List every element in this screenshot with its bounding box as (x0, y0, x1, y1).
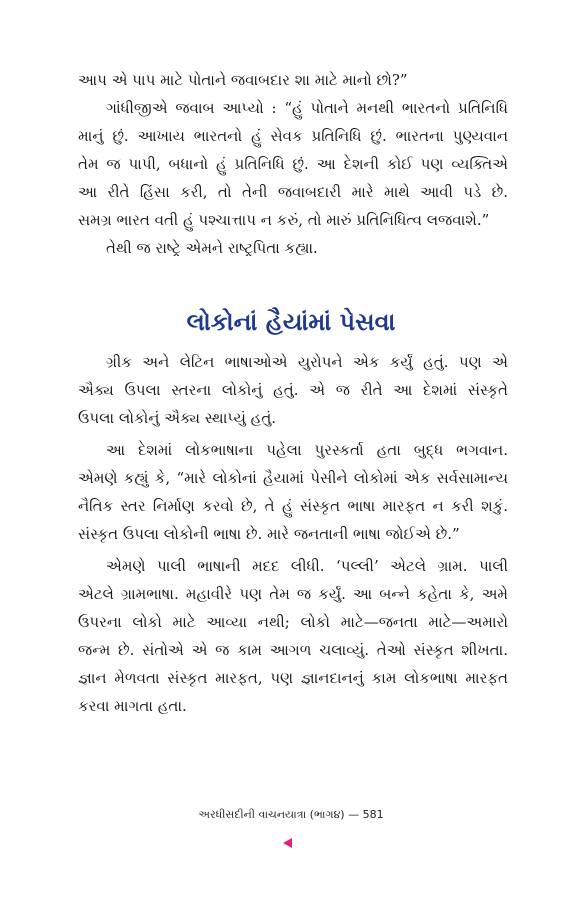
paragraph (78, 436, 508, 548)
page-marker-triangle-icon (283, 838, 292, 848)
page-footer: અરધીસદીની વાચનયાત્રા (ભાગ૪) — 581 (198, 808, 384, 821)
text-line: સમગ્ર ભારત વતી હું પશ્ચાત્તાપ ન કરું, તો મારું પ્રતિનિધિત્વ લજવાશે.” (78, 211, 490, 229)
bottom-text-block (78, 348, 508, 720)
text-line: ગાંધીજીએ જવાબ આપ્યો : “હું પોતાને મનથી ભારતનો પ્રતિનિધિ (106, 99, 508, 117)
text-line: તેમ જ પાપી, બધાનો હું પ્રતિનિધિ છું. આ દેશની કોઈ પણ વ્યક્તિએ (78, 155, 508, 173)
top-text-block (78, 66, 508, 262)
text-line: એટલે ગ્રામભાષા. મહાવીરે પણ તેમ જ કર્યું. આ બન્ને કહેતા કે, અમે (78, 585, 508, 603)
paragraph (78, 552, 508, 720)
text-line: આપ એ પાપ માટે પોતાને જવાબદાર શા માટે માનો છો?” (78, 71, 408, 89)
text-line: એમણે પાલી ભાષાની મદદ લીધી. ‘પલ્લી’ એટલે ગ્રામ. પાલી (106, 557, 508, 575)
text-line: નૈતિક સ્તર નિર્માણ કરવો છે, તે હું સંસ્કૃત ભાષા મારફત ન કરી શકું. (78, 497, 508, 515)
text-line: માનું છું. આખાય ભારતનો હું સેવક પ્રતિનિધિ છું. ભારતના પુણ્યવાન (78, 127, 508, 145)
text-line: તેથી જ રાષ્ટ્રે એમને રાષ્ટ્રપિતા કહ્યા. (106, 239, 318, 257)
text-line: સંસ્કૃત ઉપલા લોકોની ભાષા છે. મારે જનતાની ભાષા જોઈએ છે.” (78, 525, 460, 543)
paragraph (78, 234, 508, 262)
text-line: જન્મ છે. સંતોએ એ જ કામ આગળ ચલાવ્યું. તેઓ સંસ્કૃત શીખતા. (78, 641, 508, 659)
text-line: એમણે કહ્યું કે, “મારે લોકોનાં હૈયામાં પેસીને લોકોમાં એક સર્વસામાન્ય (78, 469, 508, 487)
text-line: ઐક્ય ઉપલા સ્તરના લોકોનું હતું. એ જ રીતે આ દેશમાં સંસ્કૃતે (78, 381, 508, 399)
paragraph (78, 66, 508, 94)
section-heading: લોકોનાં હૈયાંમાં પેસવા (186, 308, 396, 336)
text-line: કરવા માગતા હતા. (78, 697, 187, 715)
text-line: આ રીતે હિંસા કરી, તો તેની જવાબદારી મારે માથે આવી પડે છે. (78, 183, 508, 201)
paragraph (78, 94, 508, 234)
text-line: જ્ઞાન મેળવતા સંસ્કૃત મારફત, પણ જ્ઞાનદાનનું કામ લોકભાષા મારફત (78, 669, 508, 687)
paragraph (78, 348, 508, 432)
text-line: આ દેશમાં લોકભાષાના પહેલા પુરસ્કર્તા હતા બુદ્ધ ભગવાન. (106, 441, 508, 459)
text-line: ઉપલા લોકોનું ઐક્ય સ્થાપ્યું હતું. (78, 409, 277, 427)
text-line: ઉપરના લોકો માટે આવ્યા નથી; લોકો માટે—જનતા માટે—અમારો (78, 613, 508, 631)
text-line: ગ્રીક અને લેટિન ભાષાઓએ યુરોપને એક કર્યું હતું. પણ એ (106, 353, 508, 371)
